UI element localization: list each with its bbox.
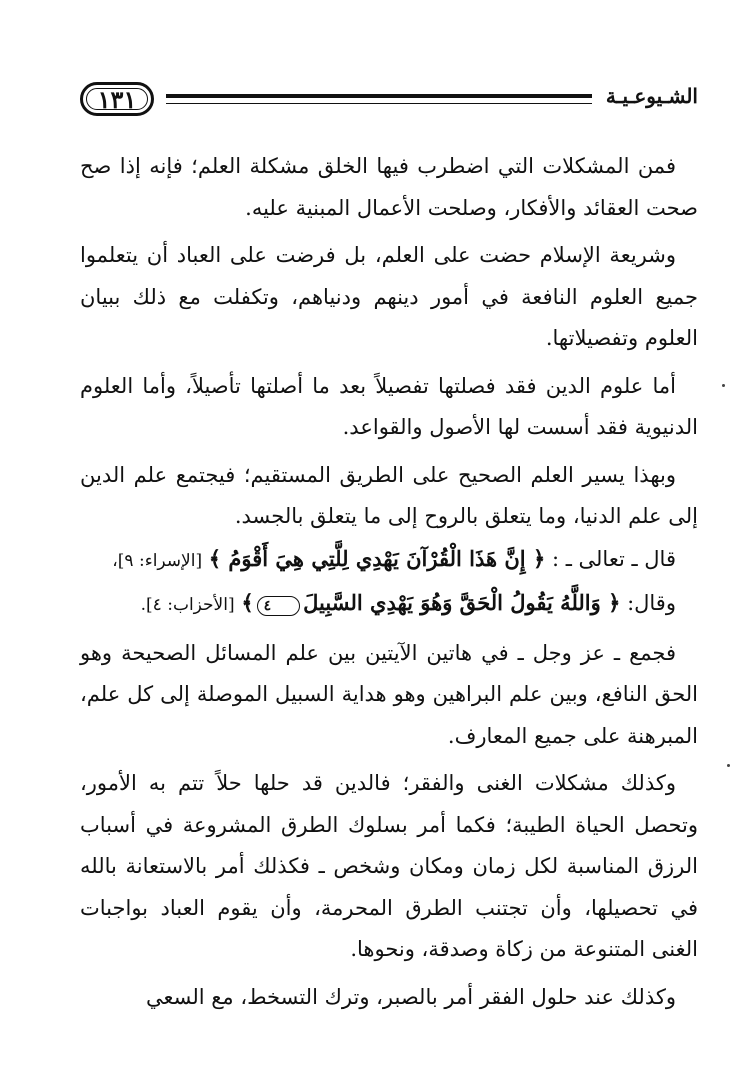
verse-1-text: ﴿ إِنَّ هَذَا الْقُرْآنَ يَهْدِي لِلَّتِي هِيَ أَقْوَمُ ﴾ — [208, 545, 546, 571]
page-number-badge — [80, 82, 154, 116]
verse-1-reference: [الإسراء: ٩]، — [112, 550, 203, 571]
verse-2-reference: [الأحزاب: ٤]. — [140, 595, 235, 615]
paragraph-5: فجمع ـ عز وجل ـ في هاتين الآيتين بين علم المسائل الصحيحة وهو الحق النافع، وبين علم البراهين وهو هداية السبيل الموصلة إلى كل علم، المبرهنة على جميع المعارف. — [80, 640, 698, 748]
body-text — [80, 146, 698, 1024]
verse-2-text-after: ﴾ — [241, 590, 254, 615]
header-rule-thin — [166, 103, 592, 104]
page-number: ١٣١ — [97, 84, 137, 114]
paragraph-7: وكذلك عند حلول الفقر أمر بالصبر، وترك التسخط، مع السعي — [145, 984, 676, 1009]
ayah-number-marker: ٤ — [257, 596, 301, 616]
scan-speck — [727, 764, 730, 767]
header-rule-thick — [166, 94, 592, 98]
paragraph-2: وشريعة الإسلام حضت على العلم، بل فرضت على العباد أن يتعلموا جميع العلوم النافعة في أمور دينهم ودنياهم، وتكفلت مع ذلك ببيان العلوم وتفصيلاتها. — [80, 243, 698, 350]
verse-line-2 — [80, 582, 698, 627]
verse-2-text-before: ﴿ وَاللَّهُ يَقُولُ الْحَقَّ وَهُوَ يَهْدِي السَّبِيلَ — [303, 590, 621, 615]
paragraph-6: وكذلك مشكلات الغنى والفقر؛ فالدين قد حلها حلاً تتم به الأمور، وتحصل الحياة الطيبة؛ فكما أمر بسلوك الطرق المشروعة في أسباب الرزق المناسبة لكل زمان ومكان وشخص ـ فكذلك أمر بالاستعانة بالله في تحصيلها، وأن تجتنب الطرق المحرمة، وأن يقوم العباد بواجبات الغنى المتنوعة من زكاة وصدقة، ونحوها. — [80, 771, 698, 961]
paragraph-3: أما علوم الدين فقد فصلتها تفصيلاً بعد ما أصلتها تأصيلاً، وأما العلوم الدنيوية فقد أسست لها الأصول والقواعد. — [80, 373, 698, 439]
scan-speck — [722, 384, 725, 387]
paragraph-4: وبهذا يسير العلم الصحيح على الطريق المستقيم؛ فيجتمع علم الدين إلى علم الدنيا، وما يتعلق بالروح إلى ما يتعلق بالجسد. — [80, 462, 698, 528]
running-title: الشـيوعـيـة — [605, 84, 698, 108]
page-header — [80, 82, 698, 130]
verse-1-intro: قال ـ تعالى ـ : — [551, 546, 676, 571]
verse-2-text — [241, 590, 620, 615]
paragraph-1: فمن المشكلات التي اضطرب فيها الخلق مشكلة العلم؛ فإنه إذا صح صحت العقائد والأفكار، وصلحت الأعمال المبنية عليه. — [80, 154, 698, 220]
verse-line-1 — [80, 538, 698, 583]
verse-2-intro: وقال: — [627, 591, 676, 615]
